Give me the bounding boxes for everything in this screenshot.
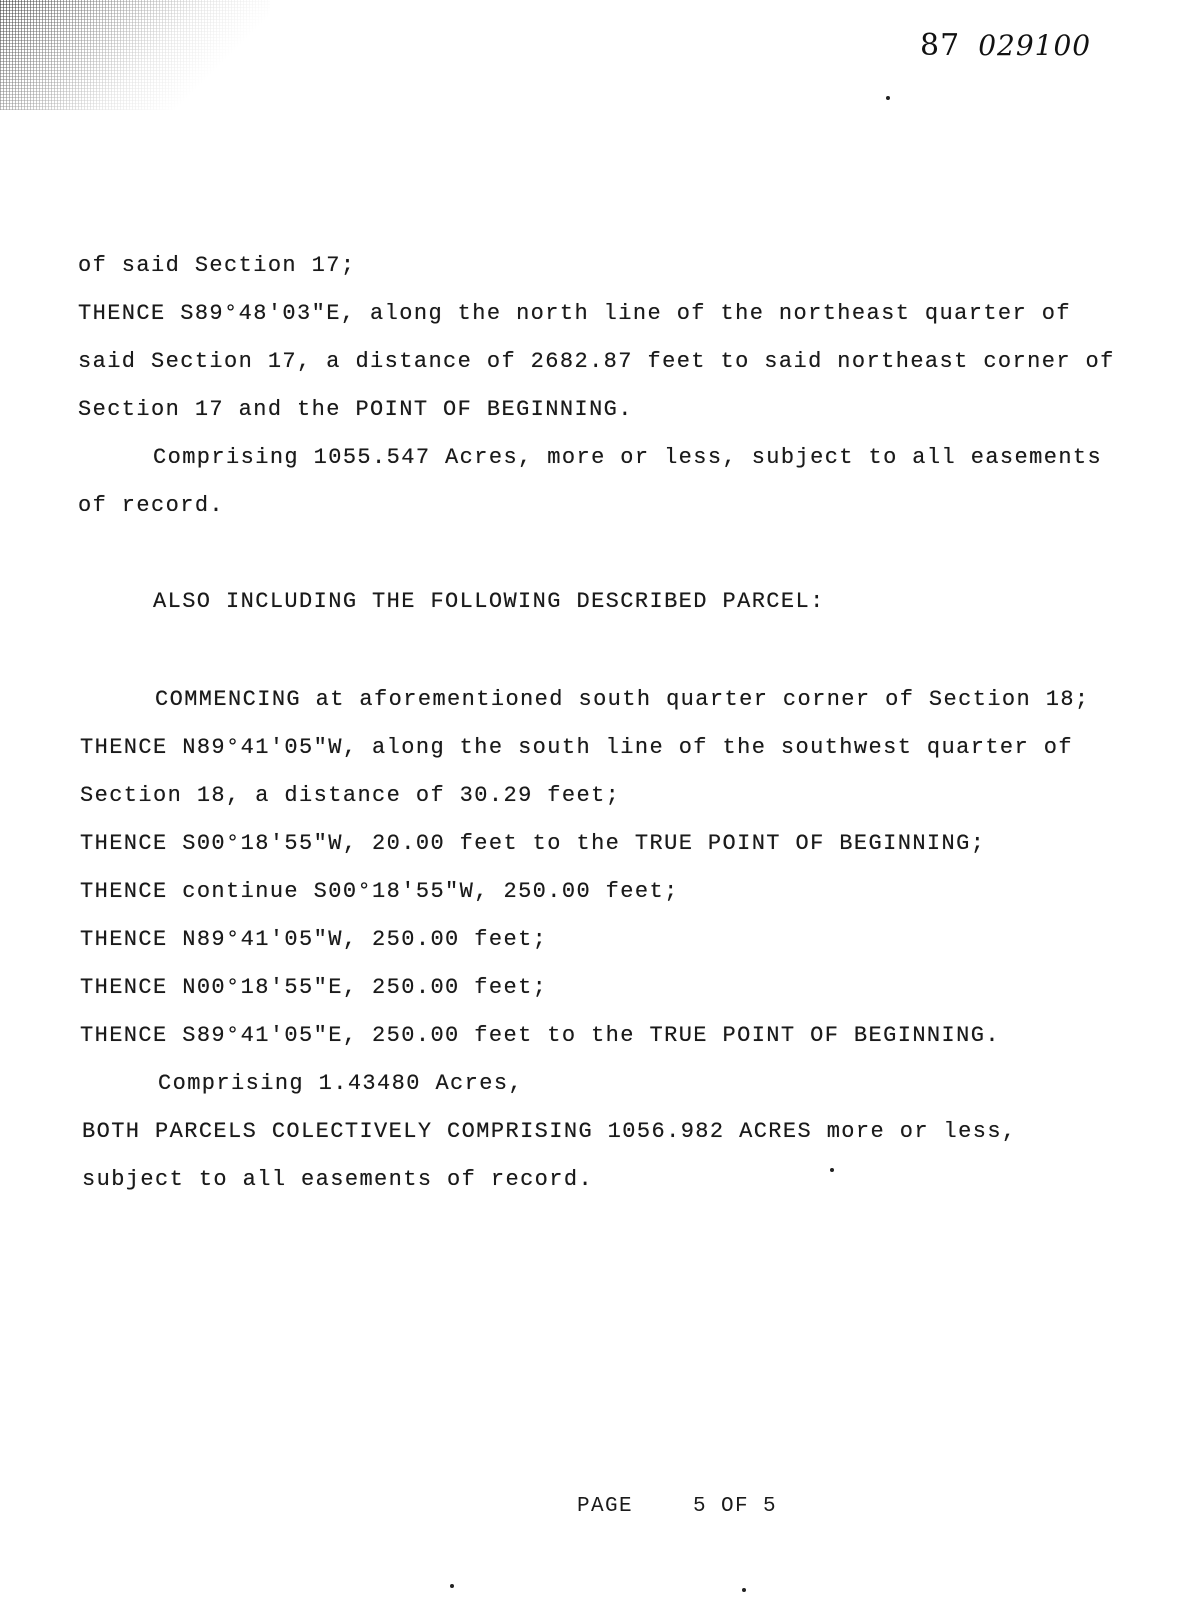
scan-speck	[886, 96, 890, 100]
legal-description-line: COMMENCING at aforementioned south quarter corner of Section 18;	[155, 687, 1090, 712]
legal-description-line: Comprising 1.43480 Acres,	[158, 1071, 524, 1096]
legal-description-line: THENCE continue S00°18'55"W, 250.00 feet;	[80, 879, 679, 904]
scan-speck	[450, 1584, 454, 1588]
legal-description-line: THENCE S89°48'03"E, along the north line of the northeast quarter of	[78, 301, 1071, 326]
page-label: PAGE	[577, 1495, 634, 1518]
document-number-prefix: 87	[920, 28, 961, 63]
legal-description-line: THENCE N89°41'05"W, 250.00 feet;	[80, 927, 548, 952]
document-number	[920, 28, 1091, 63]
legal-description-line: THENCE N89°41'05"W, along the south line of the southwest quarter of	[80, 735, 1073, 760]
legal-description-line: subject to all easements of record.	[82, 1167, 594, 1192]
scan-speck	[830, 1168, 834, 1172]
legal-description-line: of record.	[78, 493, 225, 518]
legal-description-line: Comprising 1055.547 Acres, more or less, subject to all easements	[153, 445, 1103, 470]
legal-description-line: of said Section 17;	[78, 253, 356, 278]
legal-description-line: Section 18, a distance of 30.29 feet;	[80, 783, 621, 808]
document-number-stamp: 029100	[978, 29, 1092, 62]
scan-artifact	[0, 0, 270, 110]
page-footer	[521, 1472, 777, 1541]
legal-description-line: THENCE N00°18'55"E, 250.00 feet;	[80, 975, 548, 1000]
legal-description-line: Section 17 and the POINT OF BEGINNING.	[78, 397, 633, 422]
parcel-heading: ALSO INCLUDING THE FOLLOWING DESCRIBED PARCEL:	[153, 589, 825, 614]
legal-description-line: said Section 17, a distance of 2682.87 feet to said northeast corner of	[78, 349, 1115, 374]
page-number: 5 OF 5	[693, 1495, 778, 1518]
scan-speck	[742, 1588, 746, 1592]
legal-description-line: THENCE S00°18'55"W, 20.00 feet to the TRUE POINT OF BEGINNING;	[80, 831, 986, 856]
legal-description-line: THENCE S89°41'05"E, 250.00 feet to the TRUE POINT OF BEGINNING.	[80, 1023, 1000, 1048]
legal-description-line: BOTH PARCELS COLECTIVELY COMPRISING 1056.982 ACRES more or less,	[82, 1119, 1017, 1144]
